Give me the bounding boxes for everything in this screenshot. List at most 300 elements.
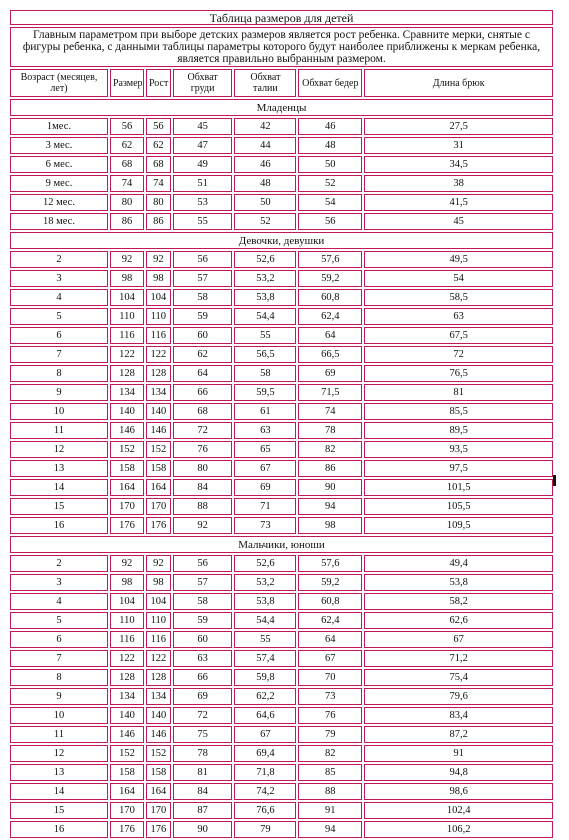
table-cell: 15 <box>10 498 108 515</box>
table-cell: 105,5 <box>364 498 553 515</box>
table-cell: 94 <box>298 821 362 838</box>
table-cell: 10 <box>10 707 108 724</box>
table-cell: 4 <box>10 593 108 610</box>
table-cell: 62,6 <box>364 612 553 629</box>
table-cell: 85,5 <box>364 403 553 420</box>
table-row <box>10 175 553 192</box>
table-row <box>10 555 553 572</box>
table-row <box>10 631 553 648</box>
table-cell: 46 <box>298 118 362 135</box>
table-cell: 3 <box>10 270 108 287</box>
table-cell: 53,8 <box>234 593 296 610</box>
table-cell: 88 <box>173 498 233 515</box>
table-cell: 176 <box>110 821 144 838</box>
table-cell: 9 мес. <box>10 175 108 192</box>
table-cell: 170 <box>110 498 144 515</box>
table-cell: 104 <box>110 593 144 610</box>
table-cell: 122 <box>110 346 144 363</box>
table-cell: 1мес. <box>10 118 108 135</box>
table-cell: 59 <box>173 308 233 325</box>
table-cell: 94,8 <box>364 764 553 781</box>
table-cell: 59,2 <box>298 574 362 591</box>
table-cell: 6 мес. <box>10 156 108 173</box>
table-cell: 66 <box>173 669 233 686</box>
table-cell: 49 <box>173 156 233 173</box>
table-row <box>10 308 553 325</box>
table-intro: Главным параметром при выборе детских размеров является рост ребенка. Сравните мерки, снятые с фигуры ребенка, с данными таблицы параметры которого будут наиболее приближены к меркам ребенка, является правильно выбранным размером. <box>10 27 553 67</box>
table-cell: 76 <box>298 707 362 724</box>
table-cell: 64,6 <box>234 707 296 724</box>
table-cell: 64 <box>298 631 362 648</box>
table-row <box>10 289 553 306</box>
table-cell: 59,2 <box>298 270 362 287</box>
table-cell: 11 <box>10 726 108 743</box>
table-cell: 18 мес. <box>10 213 108 230</box>
table-cell: 170 <box>146 802 171 819</box>
table-row <box>10 194 553 211</box>
table-cell: 48 <box>234 175 296 192</box>
table-cell: 146 <box>110 422 144 439</box>
table-cell: 13 <box>10 460 108 477</box>
table-cell: 83,4 <box>364 707 553 724</box>
table-cell: 56,5 <box>234 346 296 363</box>
table-cell: 54 <box>364 270 553 287</box>
table-cell: 49,5 <box>364 251 553 268</box>
table-cell: 52 <box>234 213 296 230</box>
section-title: Младенцы <box>10 99 553 116</box>
table-cell: 38 <box>364 175 553 192</box>
table-cell: 87,2 <box>364 726 553 743</box>
table-row <box>10 802 553 819</box>
table-row <box>10 441 553 458</box>
table-cell: 59,5 <box>234 384 296 401</box>
table-cell: 57,6 <box>298 555 362 572</box>
col-header-age: Возраст (месяцев, лет) <box>10 69 108 97</box>
table-cell: 7 <box>10 346 108 363</box>
table-cell: 158 <box>110 460 144 477</box>
table-cell: 73 <box>234 517 296 534</box>
table-cell: 12 <box>10 441 108 458</box>
table-cell: 128 <box>110 669 144 686</box>
table-cell: 61 <box>234 403 296 420</box>
table-cell: 84 <box>173 479 233 496</box>
table-cell: 152 <box>146 441 171 458</box>
table-cell: 98 <box>146 574 171 591</box>
table-cell: 53,8 <box>234 289 296 306</box>
table-row <box>10 650 553 667</box>
table-row <box>10 764 553 781</box>
table-cell: 74 <box>146 175 171 192</box>
table-cell: 104 <box>146 289 171 306</box>
table-cell: 55 <box>173 213 233 230</box>
section-row <box>10 99 553 116</box>
table-cell: 122 <box>146 650 171 667</box>
table-cell: 76,6 <box>234 802 296 819</box>
table-cell: 62 <box>146 137 171 154</box>
table-cell: 71,2 <box>364 650 553 667</box>
table-cell: 60 <box>173 631 233 648</box>
table-cell: 3 <box>10 574 108 591</box>
table-cell: 128 <box>146 365 171 382</box>
title-row <box>10 10 553 25</box>
table-cell: 68 <box>173 403 233 420</box>
table-cell: 91 <box>298 802 362 819</box>
table-cell: 72 <box>173 707 233 724</box>
table-cell: 75 <box>173 726 233 743</box>
table-cell: 98 <box>298 517 362 534</box>
table-cell: 74 <box>110 175 144 192</box>
table-cell: 14 <box>10 783 108 800</box>
table-cell: 86 <box>110 213 144 230</box>
table-cell: 70 <box>298 669 362 686</box>
table-row <box>10 156 553 173</box>
table-cell: 11 <box>10 422 108 439</box>
section-title: Девочки, девушки <box>10 232 553 249</box>
table-cell: 56 <box>110 118 144 135</box>
table-cell: 90 <box>173 821 233 838</box>
table-cell: 80 <box>173 460 233 477</box>
table-cell: 98,6 <box>364 783 553 800</box>
table-cell: 116 <box>110 327 144 344</box>
table-cell: 27,5 <box>364 118 553 135</box>
table-cell: 78 <box>173 745 233 762</box>
col-header-trouser-length: Длина брюк <box>364 69 553 97</box>
table-cell: 49,4 <box>364 555 553 572</box>
table-cell: 79 <box>298 726 362 743</box>
table-cell: 50 <box>234 194 296 211</box>
table-cell: 4 <box>10 289 108 306</box>
table-cell: 98 <box>110 270 144 287</box>
table-cell: 16 <box>10 517 108 534</box>
table-cell: 58 <box>173 593 233 610</box>
table-cell: 62,4 <box>298 612 362 629</box>
table-cell: 58,5 <box>364 289 553 306</box>
table-cell: 73 <box>298 688 362 705</box>
table-cell: 170 <box>146 498 171 515</box>
table-cell: 97,5 <box>364 460 553 477</box>
table-row <box>10 669 553 686</box>
table-cell: 92 <box>173 517 233 534</box>
table-cell: 116 <box>110 631 144 648</box>
table-cell: 60 <box>173 327 233 344</box>
table-cell: 86 <box>146 213 171 230</box>
table-cell: 64 <box>173 365 233 382</box>
table-cell: 89,5 <box>364 422 553 439</box>
table-cell: 69,4 <box>234 745 296 762</box>
table-cell: 74 <box>298 403 362 420</box>
table-cell: 164 <box>146 783 171 800</box>
table-cell: 146 <box>110 726 144 743</box>
table-cell: 56 <box>173 251 233 268</box>
table-cell: 69 <box>298 365 362 382</box>
table-cell: 54,4 <box>234 308 296 325</box>
table-cell: 152 <box>110 745 144 762</box>
table-cell: 66,5 <box>298 346 362 363</box>
table-cell: 79,6 <box>364 688 553 705</box>
table-cell: 58,2 <box>364 593 553 610</box>
table-cell: 82 <box>298 441 362 458</box>
table-cell: 158 <box>110 764 144 781</box>
table-cell: 6 <box>10 631 108 648</box>
text-cursor <box>553 475 556 486</box>
table-cell: 9 <box>10 384 108 401</box>
table-cell: 152 <box>146 745 171 762</box>
table-row <box>10 137 553 154</box>
table-cell: 48 <box>298 137 362 154</box>
table-cell: 5 <box>10 612 108 629</box>
table-cell: 85 <box>298 764 362 781</box>
table-cell: 12 мес. <box>10 194 108 211</box>
table-cell: 55 <box>234 631 296 648</box>
table-cell: 55 <box>234 327 296 344</box>
table-cell: 5 <box>10 308 108 325</box>
table-cell: 76 <box>173 441 233 458</box>
table-cell: 104 <box>146 593 171 610</box>
table-cell: 62,2 <box>234 688 296 705</box>
table-cell: 9 <box>10 688 108 705</box>
table-cell: 60,8 <box>298 593 362 610</box>
table-cell: 170 <box>110 802 144 819</box>
table-cell: 92 <box>146 555 171 572</box>
table-cell: 67 <box>234 460 296 477</box>
table-cell: 53,2 <box>234 270 296 287</box>
table-cell: 110 <box>146 612 171 629</box>
table-cell: 67,5 <box>364 327 553 344</box>
table-cell: 140 <box>110 707 144 724</box>
header-row <box>10 69 553 97</box>
table-cell: 59,8 <box>234 669 296 686</box>
table-cell: 93,5 <box>364 441 553 458</box>
table-cell: 64 <box>298 327 362 344</box>
table-cell: 3 мес. <box>10 137 108 154</box>
table-cell: 58 <box>173 289 233 306</box>
size-table <box>8 8 555 840</box>
table-cell: 81 <box>364 384 553 401</box>
table-cell: 86 <box>298 460 362 477</box>
table-cell: 15 <box>10 802 108 819</box>
table-cell: 52,6 <box>234 251 296 268</box>
table-cell: 68 <box>110 156 144 173</box>
table-cell: 80 <box>146 194 171 211</box>
table-row <box>10 251 553 268</box>
table-cell: 128 <box>110 365 144 382</box>
table-cell: 62 <box>110 137 144 154</box>
table-cell: 10 <box>10 403 108 420</box>
table-body <box>10 99 553 838</box>
table-row <box>10 422 553 439</box>
table-cell: 71 <box>234 498 296 515</box>
table-cell: 31 <box>364 137 553 154</box>
table-row <box>10 213 553 230</box>
table-cell: 62,4 <box>298 308 362 325</box>
table-cell: 34,5 <box>364 156 553 173</box>
table-cell: 92 <box>110 555 144 572</box>
table-cell: 72 <box>364 346 553 363</box>
table-cell: 91 <box>364 745 553 762</box>
table-row <box>10 574 553 591</box>
table-cell: 47 <box>173 137 233 154</box>
table-cell: 84 <box>173 783 233 800</box>
table-cell: 92 <box>110 251 144 268</box>
table-cell: 56 <box>298 213 362 230</box>
table-cell: 45 <box>364 213 553 230</box>
table-cell: 53 <box>173 194 233 211</box>
table-cell: 176 <box>146 517 171 534</box>
table-row <box>10 821 553 838</box>
table-cell: 81 <box>173 764 233 781</box>
table-cell: 88 <box>298 783 362 800</box>
table-cell: 57 <box>173 270 233 287</box>
table-cell: 109,5 <box>364 517 553 534</box>
table-cell: 134 <box>146 688 171 705</box>
table-cell: 104 <box>110 289 144 306</box>
table-cell: 110 <box>146 308 171 325</box>
table-cell: 94 <box>298 498 362 515</box>
table-title: Таблица размеров для детей <box>10 10 553 25</box>
table-cell: 67 <box>364 631 553 648</box>
table-cell: 140 <box>146 707 171 724</box>
table-cell: 134 <box>146 384 171 401</box>
table-cell: 45 <box>173 118 233 135</box>
table-cell: 76,5 <box>364 365 553 382</box>
intro-row <box>10 27 553 67</box>
table-cell: 57,4 <box>234 650 296 667</box>
table-cell: 82 <box>298 745 362 762</box>
table-cell: 68 <box>146 156 171 173</box>
table-row <box>10 365 553 382</box>
table-cell: 75,4 <box>364 669 553 686</box>
table-cell: 98 <box>110 574 144 591</box>
table-cell: 71,8 <box>234 764 296 781</box>
table-cell: 58 <box>234 365 296 382</box>
table-cell: 54,4 <box>234 612 296 629</box>
table-cell: 56 <box>146 118 171 135</box>
table-cell: 51 <box>173 175 233 192</box>
table-cell: 59 <box>173 612 233 629</box>
table-cell: 74,2 <box>234 783 296 800</box>
table-row <box>10 346 553 363</box>
table-cell: 106,2 <box>364 821 553 838</box>
table-cell: 60,8 <box>298 289 362 306</box>
table-cell: 101,5 <box>364 479 553 496</box>
table-cell: 164 <box>110 479 144 496</box>
table-cell: 92 <box>146 251 171 268</box>
table-cell: 102,4 <box>364 802 553 819</box>
table-cell: 14 <box>10 479 108 496</box>
table-cell: 52 <box>298 175 362 192</box>
table-cell: 63 <box>364 308 553 325</box>
table-cell: 87 <box>173 802 233 819</box>
table-row <box>10 118 553 135</box>
table-cell: 2 <box>10 251 108 268</box>
table-row <box>10 270 553 287</box>
table-row <box>10 460 553 477</box>
table-cell: 176 <box>146 821 171 838</box>
table-cell: 98 <box>146 270 171 287</box>
table-cell: 71,5 <box>298 384 362 401</box>
table-cell: 78 <box>298 422 362 439</box>
table-cell: 69 <box>173 688 233 705</box>
table-cell: 110 <box>110 612 144 629</box>
col-header-size: Размер <box>110 69 144 97</box>
table-row <box>10 745 553 762</box>
table-row <box>10 384 553 401</box>
table-cell: 134 <box>110 384 144 401</box>
table-cell: 164 <box>110 783 144 800</box>
table-cell: 8 <box>10 365 108 382</box>
table-cell: 57 <box>173 574 233 591</box>
table-row <box>10 688 553 705</box>
table-cell: 57,6 <box>298 251 362 268</box>
table-cell: 8 <box>10 669 108 686</box>
table-cell: 56 <box>173 555 233 572</box>
table-row <box>10 707 553 724</box>
section-row <box>10 232 553 249</box>
table-cell: 50 <box>298 156 362 173</box>
table-row <box>10 517 553 534</box>
table-cell: 176 <box>110 517 144 534</box>
table-row <box>10 498 553 515</box>
table-cell: 146 <box>146 422 171 439</box>
table-row <box>10 783 553 800</box>
table-cell: 46 <box>234 156 296 173</box>
section-row <box>10 536 553 553</box>
table-cell: 128 <box>146 669 171 686</box>
table-cell: 16 <box>10 821 108 838</box>
table-cell: 110 <box>110 308 144 325</box>
table-row <box>10 612 553 629</box>
table-cell: 13 <box>10 764 108 781</box>
table-cell: 6 <box>10 327 108 344</box>
table-cell: 53,2 <box>234 574 296 591</box>
table-cell: 12 <box>10 745 108 762</box>
table-cell: 65 <box>234 441 296 458</box>
table-cell: 67 <box>234 726 296 743</box>
table-cell: 152 <box>110 441 144 458</box>
table-cell: 44 <box>234 137 296 154</box>
table-cell: 7 <box>10 650 108 667</box>
table-cell: 62 <box>173 346 233 363</box>
col-header-hips: Обхват бедер <box>298 69 362 97</box>
table-cell: 80 <box>110 194 144 211</box>
table-cell: 116 <box>146 631 171 648</box>
table-cell: 69 <box>234 479 296 496</box>
table-cell: 146 <box>146 726 171 743</box>
table-row <box>10 327 553 344</box>
table-row <box>10 479 553 496</box>
col-header-waist: Обхват талии <box>234 69 296 97</box>
table-cell: 53,8 <box>364 574 553 591</box>
table-cell: 140 <box>110 403 144 420</box>
table-cell: 72 <box>173 422 233 439</box>
table-row <box>10 726 553 743</box>
table-cell: 158 <box>146 764 171 781</box>
col-header-height: Рост <box>146 69 171 97</box>
table-cell: 79 <box>234 821 296 838</box>
table-cell: 54 <box>298 194 362 211</box>
table-cell: 122 <box>146 346 171 363</box>
table-cell: 90 <box>298 479 362 496</box>
table-cell: 122 <box>110 650 144 667</box>
table-cell: 2 <box>10 555 108 572</box>
size-table-container <box>8 8 555 840</box>
table-cell: 67 <box>298 650 362 667</box>
table-cell: 42 <box>234 118 296 135</box>
table-cell: 164 <box>146 479 171 496</box>
section-title: Мальчики, юноши <box>10 536 553 553</box>
table-cell: 63 <box>173 650 233 667</box>
table-row <box>10 403 553 420</box>
